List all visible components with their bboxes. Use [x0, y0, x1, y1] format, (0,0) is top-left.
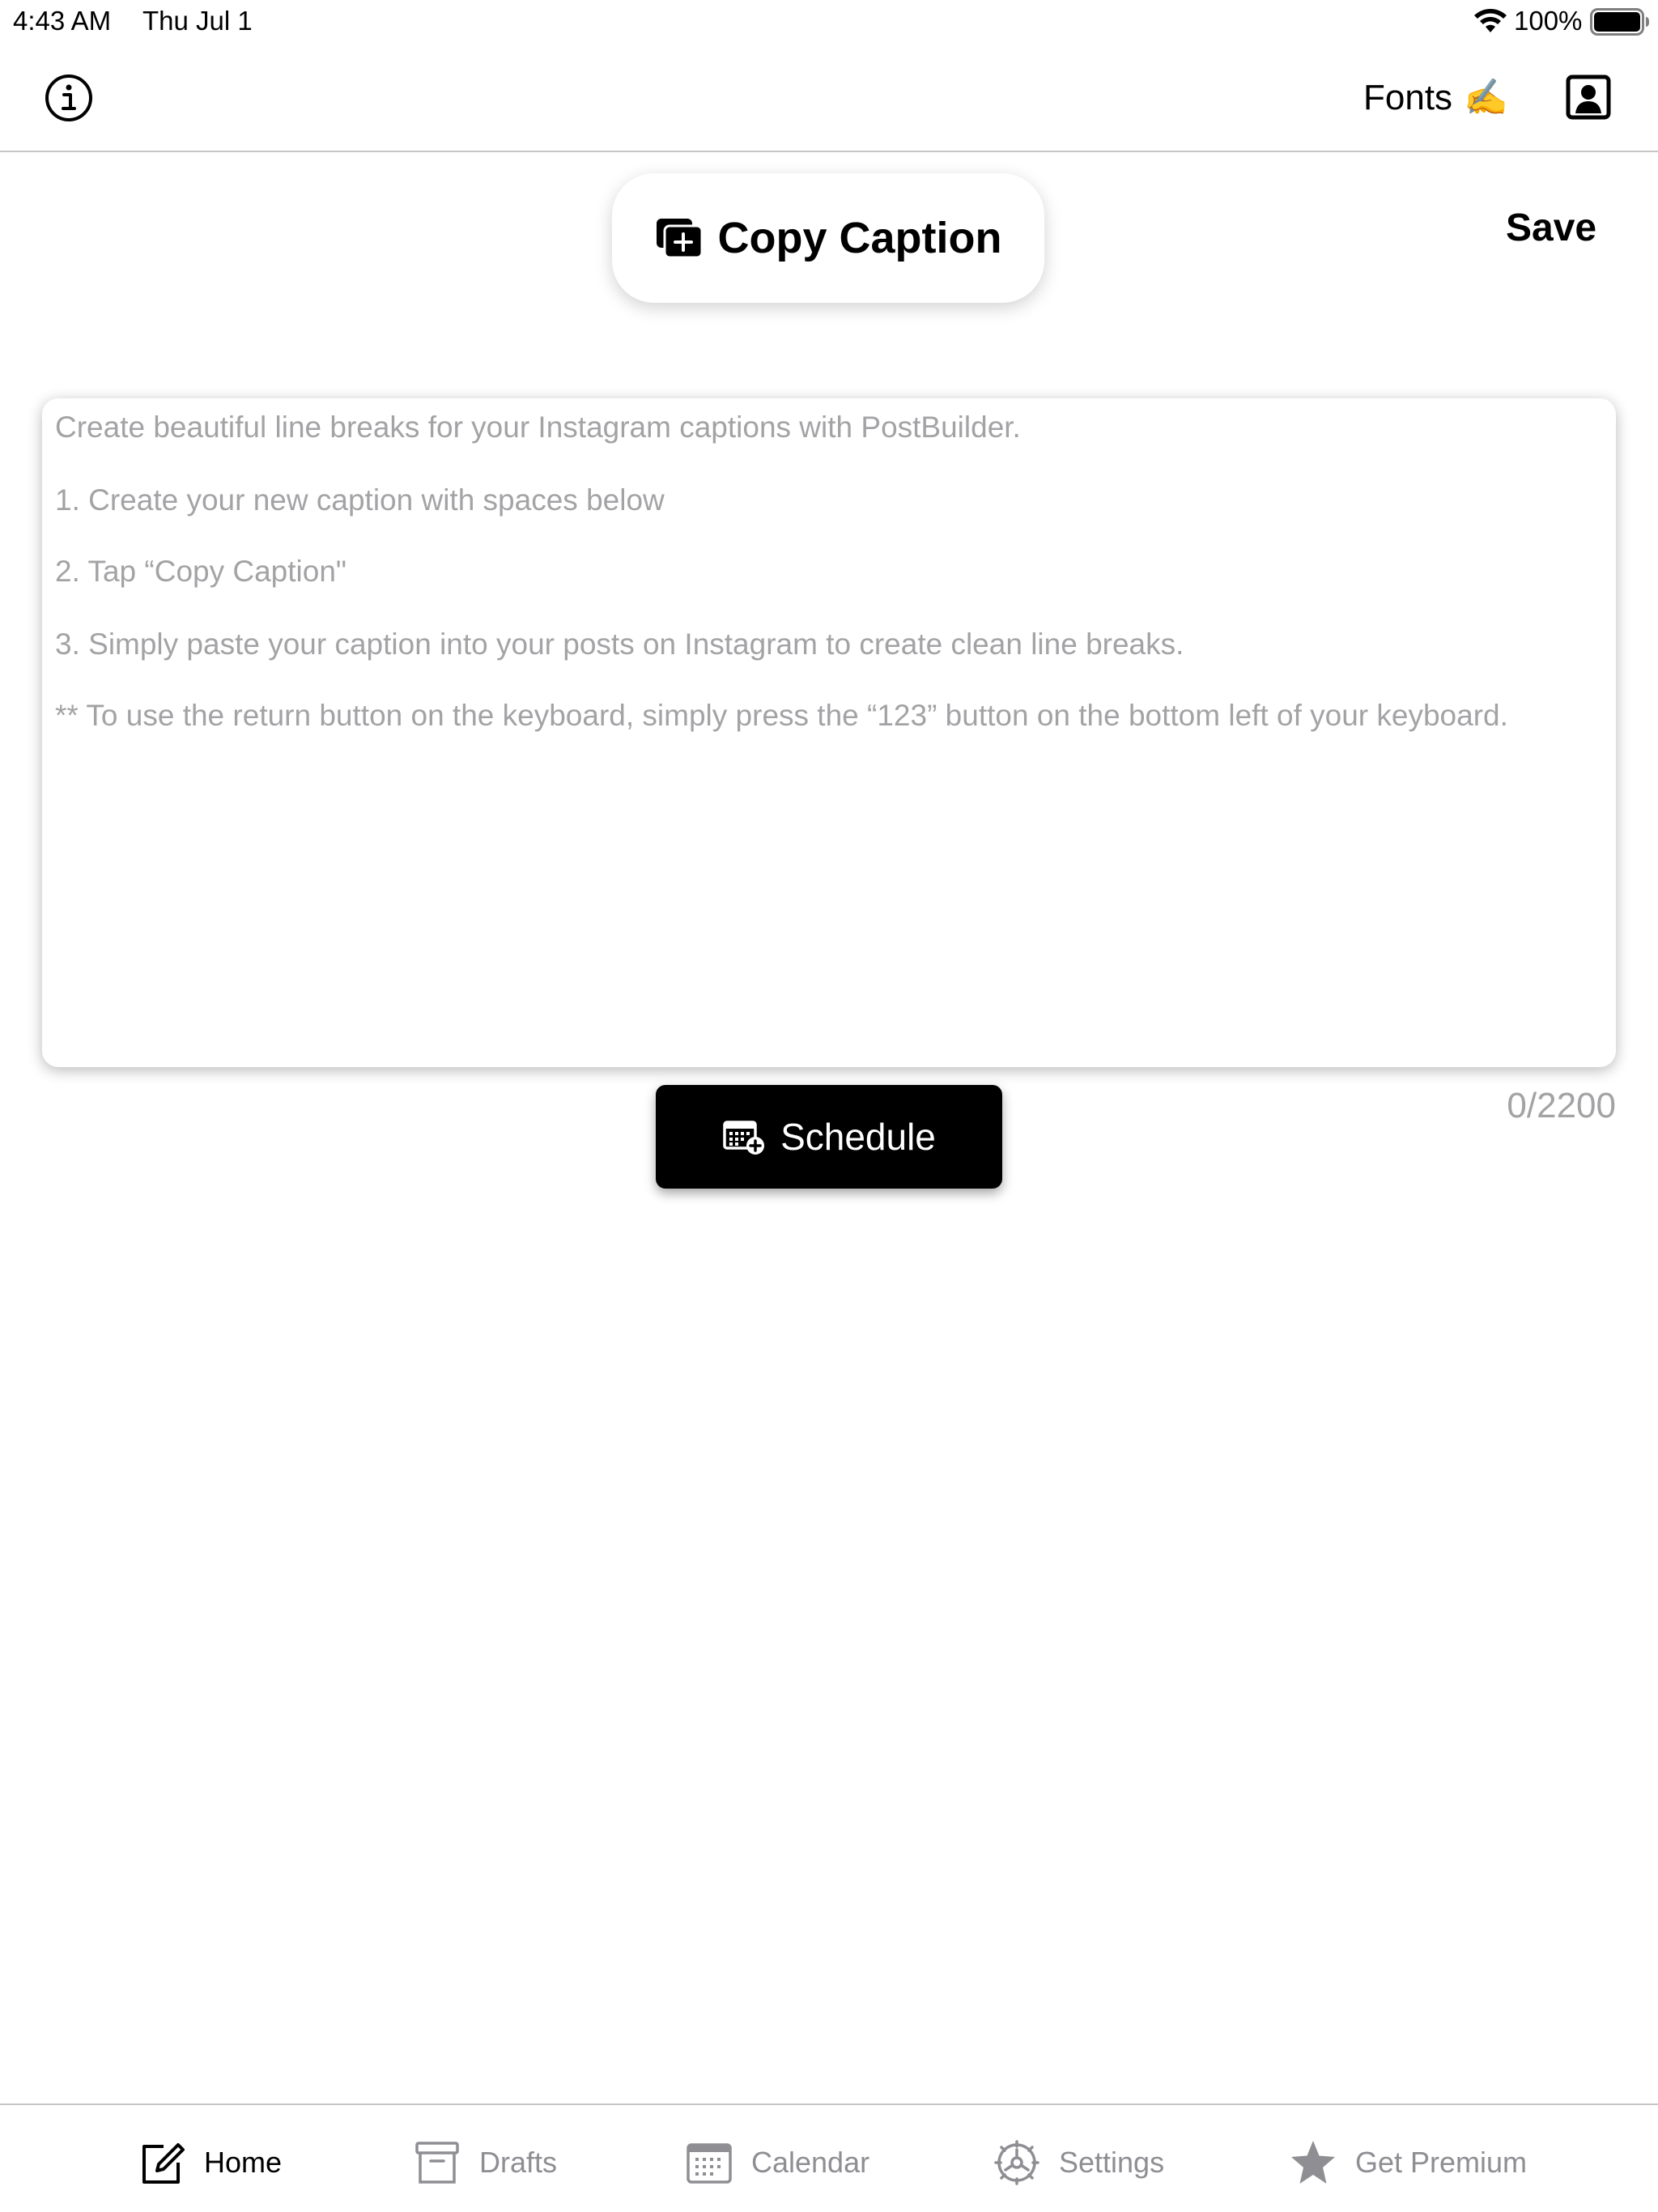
- copy-plus-icon: [655, 217, 704, 259]
- placeholder-line: 3. Simply paste your caption into your posts on Instagram to create clean line breaks.: [55, 627, 1184, 661]
- battery-icon: [1590, 8, 1650, 36]
- battery-percentage: 100%: [1514, 6, 1583, 36]
- caption-input[interactable]: [42, 398, 1616, 1067]
- tab-calendar[interactable]: [685, 2134, 869, 2191]
- tab-home-label: Home: [204, 2146, 283, 2179]
- placeholder-line: 1. Create your new caption with spaces below: [55, 483, 665, 517]
- tab-home[interactable]: [138, 2134, 282, 2191]
- archive-box-icon: [413, 2138, 461, 2187]
- tab-settings-label: Settings: [1059, 2146, 1165, 2179]
- schedule-label: Schedule: [780, 1116, 936, 1158]
- tab-drafts-label: Drafts: [479, 2146, 558, 2179]
- placeholder-line: ** To use the return button on the keyboard, simply press the “123” button on the bottom left of your keyboard.: [55, 699, 1508, 732]
- info-icon[interactable]: [44, 73, 94, 123]
- compose-icon: [138, 2138, 186, 2187]
- copy-caption-button[interactable]: [612, 173, 1044, 303]
- tab-settings[interactable]: [993, 2134, 1164, 2191]
- status-time: 4:43 AM: [13, 6, 112, 36]
- calendar-icon: [685, 2138, 733, 2187]
- schedule-button[interactable]: [656, 1085, 1002, 1189]
- tab-get-premium[interactable]: [1289, 2134, 1527, 2191]
- tab-calendar-label: Calendar: [751, 2146, 870, 2179]
- save-button[interactable]: Save: [1506, 206, 1597, 249]
- tab-get-premium-label: Get Premium: [1355, 2146, 1528, 2179]
- placeholder-line: Create beautiful line breaks for your Instagram captions with PostBuilder.: [55, 410, 1021, 444]
- tab-drafts[interactable]: [413, 2134, 557, 2191]
- placeholder-line: 2. Tap “Copy Caption": [55, 555, 347, 588]
- wifi-icon: [1473, 8, 1507, 34]
- calendar-plus-icon: [722, 1118, 766, 1155]
- copy-caption-label: Copy Caption: [717, 214, 1002, 262]
- status-date: Thu Jul 1: [142, 6, 253, 36]
- fonts-label: Fonts: [1363, 78, 1453, 117]
- profile-icon[interactable]: [1566, 74, 1611, 120]
- fonts-button[interactable]: [1363, 74, 1508, 121]
- writing-hand-icon: ✍️: [1464, 78, 1508, 117]
- nav-divider: [0, 151, 1658, 152]
- star-icon: [1289, 2138, 1337, 2187]
- tab-bar-divider: [0, 2104, 1658, 2105]
- character-count: 0/2200: [1507, 1086, 1616, 1125]
- gear-icon: [993, 2138, 1041, 2187]
